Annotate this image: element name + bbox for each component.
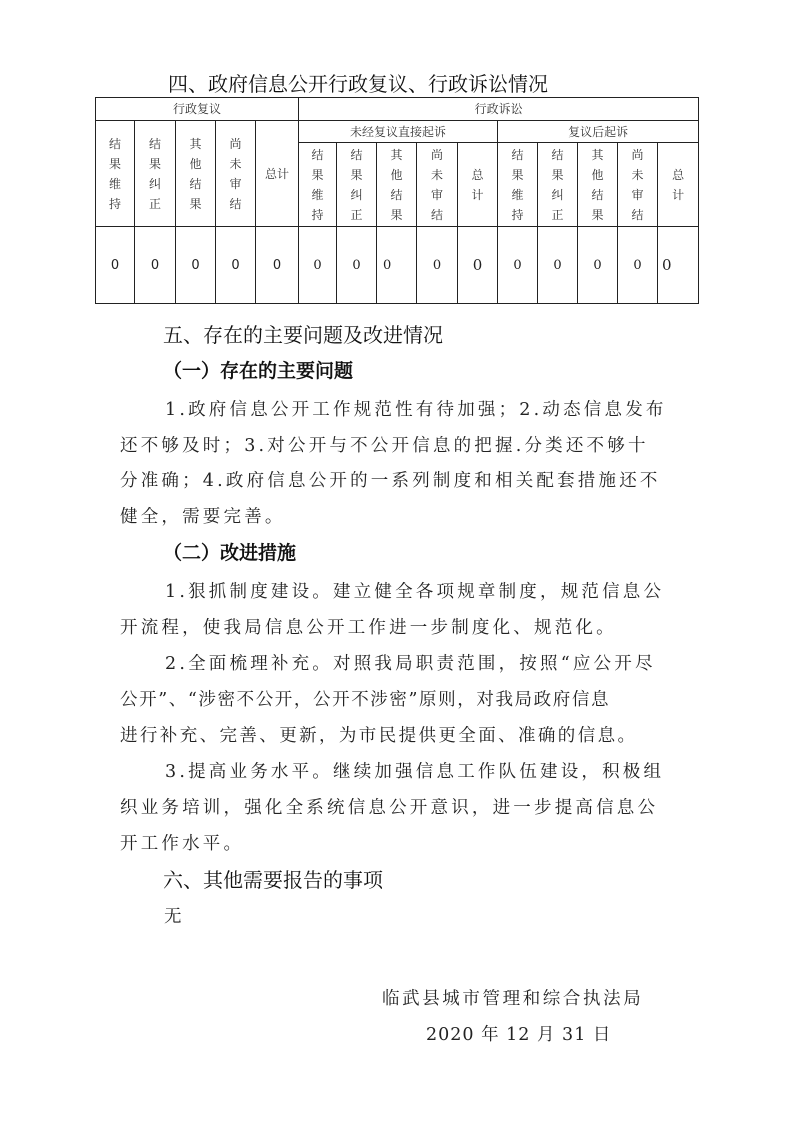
table-header-row-2 (96, 121, 699, 143)
col-label: 结果维持 (109, 136, 122, 211)
col-label: 其他结果 (591, 147, 604, 222)
after-upheld-value: 0 (498, 227, 538, 304)
paragraph-line: 公开”、“涉密不公开，公开不涉密”原则，对我局政府信息 (120, 690, 611, 710)
col-after-corrected (538, 143, 578, 227)
review-pending-value: 0 (216, 227, 256, 304)
direct-total-value: 0 (458, 227, 498, 304)
col-label: 结果维持 (311, 147, 324, 222)
paragraph-line: 开流程，使我局信息公开工作进一步制度化、规范化。 (120, 618, 617, 638)
col-label: 其他结果 (189, 136, 202, 211)
paragraph-line: 分准确；4.政府信息公开的一系列制度和相关配套措施还不 (120, 471, 661, 491)
col-review-total: 总计 (256, 121, 299, 227)
review-litigation-table (95, 97, 699, 304)
after-other-value: 0 (578, 227, 618, 304)
paragraph-line: 健全，需要完善。 (120, 507, 286, 527)
review-other-value: 0 (176, 227, 216, 304)
paragraph-line: 1.狠抓制度建设。建立健全各项规章制度，规范信息公 (165, 582, 665, 602)
col-review-other (176, 121, 216, 227)
after-corrected-value: 0 (538, 227, 578, 304)
col-after-total (658, 143, 699, 227)
col-after-other (578, 143, 618, 227)
col-direct-total (458, 143, 498, 227)
table-row (96, 227, 699, 304)
section5-sub2-title: （二）改进措施 (163, 542, 297, 564)
col-after-upheld (498, 143, 538, 227)
paragraph-line: 开工作水平。 (120, 834, 245, 854)
col-label: 尚未审结 (229, 136, 242, 211)
col-direct-upheld (299, 143, 337, 227)
col-label: 总计 (672, 167, 685, 202)
col-direct-corrected (337, 143, 377, 227)
col-review-upheld (96, 121, 135, 227)
direct-corrected-value: 0 (337, 227, 377, 304)
col-label: 其他结果 (390, 147, 403, 222)
col-label: 结果纠正 (551, 147, 564, 222)
direct-upheld-value: 0 (299, 227, 337, 304)
section5-sub1-title: （一）存在的主要问题 (163, 360, 354, 382)
paragraph-line: 进行补充、完善、更新，为市民提供更全面、准确的信息。 (120, 726, 638, 746)
col-after-pending (618, 143, 658, 227)
review-upheld-value: 0 (96, 227, 135, 304)
after-total-value: 0 (658, 227, 699, 304)
direct-pending-value: 0 (417, 227, 458, 304)
signature-date: 2020 年 12 月 31 日 (426, 1025, 612, 1045)
col-direct-pending (417, 143, 458, 227)
header-direct-litigation: 未经复议直接起诉 (299, 121, 498, 143)
direct-other-value: 0 (377, 227, 417, 304)
col-label: 结果纠正 (149, 136, 162, 211)
col-label: 结果维持 (511, 147, 524, 222)
col-label: 总计 (471, 167, 484, 202)
col-label: 尚未审结 (631, 147, 644, 222)
col-label: 结果纠正 (350, 147, 363, 222)
section5-title: 五、存在的主要问题及改进情况 (163, 323, 443, 347)
table-header-row-1 (96, 98, 699, 121)
review-corrected-value: 0 (135, 227, 176, 304)
col-label: 尚未审结 (431, 147, 444, 222)
review-total-value: 0 (256, 227, 299, 304)
paragraph-line: 2.全面梳理补充。对照我局职责范围，按照“应公开尽 (165, 654, 656, 674)
header-after-review-litigation: 复议后起诉 (498, 121, 699, 143)
header-admin-litigation: 行政诉讼 (299, 98, 699, 121)
col-review-pending (216, 121, 256, 227)
paragraph-line: 3.提高业务水平。继续加强信息工作队伍建设，积极组 (165, 762, 665, 782)
section6-content: 无 (164, 907, 185, 927)
after-pending-value: 0 (618, 227, 658, 304)
col-direct-other (377, 143, 417, 227)
signature-org: 临武县城市管理和综合执法局 (382, 989, 644, 1009)
paragraph-line: 织业务培训，强化全系统信息公开意识，进一步提高信息公 (120, 798, 659, 818)
header-admin-review: 行政复议 (96, 98, 299, 121)
col-review-corrected (135, 121, 176, 227)
paragraph-line: 1.政府信息公开工作规范性有待加强；2.动态信息发布 (165, 400, 667, 420)
paragraph-line: 还不够及时；3.对公开与不公开信息的把握.分类还不够十 (120, 436, 649, 456)
section4-title: 四、政府信息公开行政复议、行政诉讼情况 (168, 72, 548, 96)
section6-title: 六、其他需要报告的事项 (163, 868, 383, 892)
